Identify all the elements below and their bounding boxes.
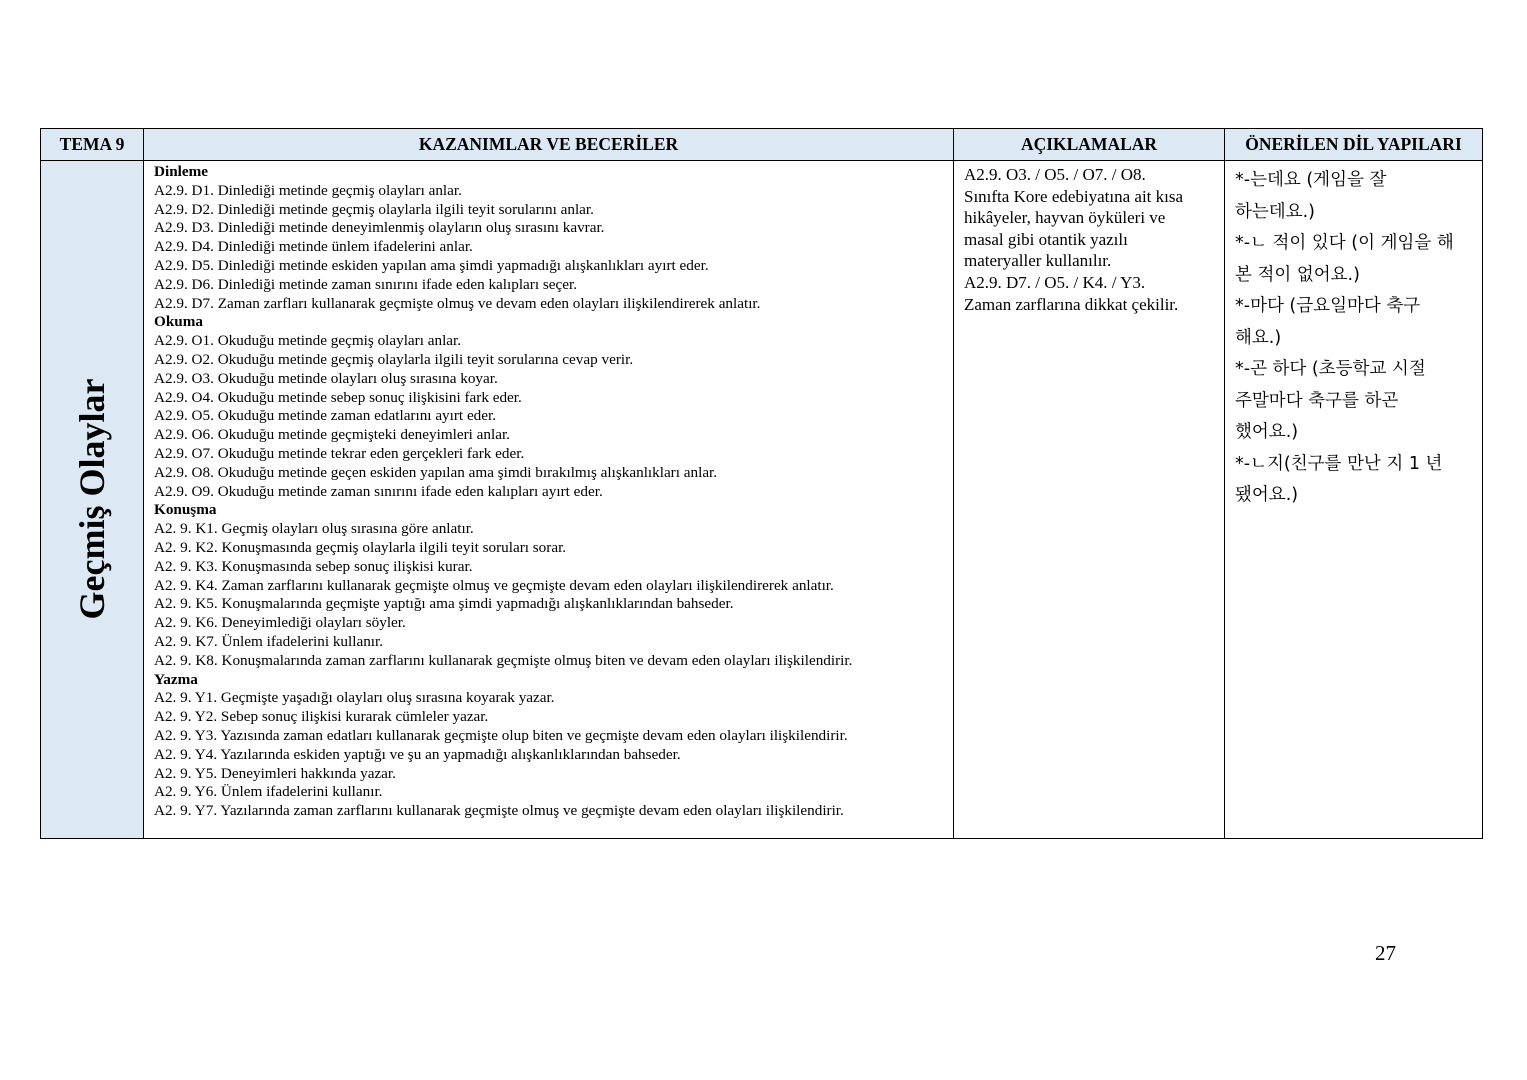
curriculum-table <box>40 128 1483 839</box>
skill-item: A2.9. D6. Dinlediği metinde zaman sınırını ifade eden kalıpları seçer. <box>154 275 578 293</box>
skill-item: A2.9. D4. Dinlediği metinde ünlem ifadelerini anlar. <box>154 238 473 256</box>
skill-item: A2.9. O3. Okuduğu metinde olayları oluş sırasına koyar. <box>154 369 498 387</box>
aciklama-line: Zaman zarflarına dikkat çekilir. <box>964 294 1179 314</box>
skill-item: A2. 9. K1. Geçmiş olayları oluş sırasına göre anlatır. <box>154 520 474 538</box>
aciklama-line: hikâyeler, hayvan öyküleri ve <box>964 208 1166 228</box>
header-row <box>41 129 1483 161</box>
skill-item: A2.9. O8. Okuduğu metinde geçen eskiden yapılan ama şimdi bırakılmış alışkanlıkları anlar. <box>154 463 718 481</box>
skill-item: A2. 9. Y2. Sebep sonuç ilişkisi kurarak cümleler yazar. <box>154 708 489 726</box>
language-structure-line: *-ㄴ지(친구를 만난 지 1 년 <box>1235 453 1443 474</box>
language-structure-line: *-마다 (금요일마다 축구 <box>1235 296 1421 316</box>
language-structure-line: 하는데요.) <box>1235 201 1316 222</box>
aciklama-line: A2.9. O3. / O5. / O7. / O8. <box>964 165 1146 184</box>
theme-title: Geçmiş Olaylar <box>72 378 112 620</box>
skill-item: A2.9. D1. Dinlediği metinde geçmiş olayları anlar. <box>154 181 462 199</box>
skill-item: A2. 9. K8. Konuşmalarında zaman zarflarını kullanarak geçmişte olmuş biten ve devam eden olayları ilişkilendirir. <box>154 651 853 669</box>
aciklamalar-cell <box>954 161 1225 839</box>
skill-item: A2. 9. K4. Zaman zarflarını kullanarak geçmişte olmuş ve geçmişte devam eden olayları ilişkilendirerek anlatır. <box>154 576 834 594</box>
skill-item: A2. 9. Y1. Geçmişte yaşadığı olayları oluş sırasına koyarak yazar. <box>154 689 555 707</box>
skill-item: A2. 9. Y7. Yazılarında zaman zarflarını kullanarak geçmişte olmuş ve geçmişte devam eden olayları ilişkilendirir. <box>154 802 844 820</box>
skill-item: A2. 9. Y4. Yazılarında eskiden yaptığı ve şu an yapmadığı alışkanlıklarından bahseder. <box>154 745 681 763</box>
aciklama-line: Sınıfta Kore edebiyatına ait kısa <box>964 186 1184 206</box>
header-kazanimlar: KAZANIMLAR VE BECERİLER <box>144 129 954 161</box>
content-row <box>41 161 1483 839</box>
skill-item: A2. 9. K5. Konuşmalarında geçmişte yaptığı ama şimdi yapmadığı alışkanlıklarından bahseder. <box>154 595 734 613</box>
skill-item: A2. 9. K6. Deneyimlediği olayları söyler. <box>154 614 406 632</box>
skill-item: A2. 9. K7. Ünlem ifadelerini kullanır. <box>154 632 384 650</box>
language-structure-line: 했어요.) <box>1235 422 1299 442</box>
aciklama-line: materyaller kullanılır. <box>964 251 1112 271</box>
language-structure-line: *-ㄴ 적이 있다 (이 게임을 해 <box>1235 233 1454 253</box>
skill-item: A2.9. O2. Okuduğu metinde geçmiş olaylarla ilgili teyit sorularına cevap verir. <box>154 350 634 368</box>
skills-sections <box>154 163 945 821</box>
skill-item: A2. 9. Y3. Yazısında zaman edatları kullanarak geçmişte olup biten ve geçmişte devam eden olayları ilişkilendirir. <box>154 726 848 744</box>
oneriler-cell <box>1225 161 1483 839</box>
skill-item: A2.9. O7. Okuduğu metinde tekrar eden gerçekleri fark eder. <box>154 444 525 462</box>
language-structure-line: 본 적이 없어요.) <box>1235 264 1360 285</box>
aciklamalar-text <box>964 164 1216 315</box>
skill-item: A2.9. O5. Okuduğu metinde zaman edatlarını ayırt eder. <box>154 407 497 425</box>
skill-item: A2. 9. K3. Konuşmasında sebep sonuç ilişkisi kurar. <box>154 557 473 575</box>
language-structure-line: 해요.) <box>1235 327 1282 348</box>
header-theme: TEMA 9 <box>41 129 144 161</box>
skill-item: A2.9. D5. Dinlediği metinde eskiden yapılan ama şimdi yapmadığı alışkanlıkları ayırt eder. <box>154 256 709 274</box>
skill-item: A2. 9. Y5. Deneyimleri hakkında yazar. <box>154 764 396 782</box>
skill-item: A2.9. O6. Okuduğu metinde geçmişteki deneyimleri anlar. <box>154 426 510 444</box>
language-structure-line: 됐어요.) <box>1235 485 1299 505</box>
kazanimlar-cell <box>144 161 954 839</box>
section-title: Konuşma <box>154 501 217 519</box>
aciklama-line: A2.9. D7. / O5. / K4. / Y3. <box>964 272 1146 292</box>
page-number: 27 <box>1375 941 1396 965</box>
language-structure-line: *-는데요 (게임을 잘 <box>1235 170 1387 190</box>
language-structures-list <box>1235 165 1474 512</box>
skill-item: A2.9. O9. Okuduğu metinde zaman sınırını ifade eden kalıpları ayırt eder. <box>154 482 603 500</box>
header-aciklamalar: AÇIKLAMALAR <box>954 129 1225 161</box>
skill-item: A2.9. O1. Okuduğu metinde geçmiş olayları anlar. <box>154 332 462 350</box>
section-title: Dinleme <box>154 163 208 180</box>
skill-item: A2.9. D3. Dinlediği metinde deneyimlenmiş olayların oluş sırasını kavrar. <box>154 219 605 237</box>
skill-item: A2. 9. K2. Konuşmasında geçmiş olaylarla ilgili teyit soruları sorar. <box>154 538 567 556</box>
section-title: Yazma <box>154 670 198 688</box>
header-oneriler: ÖNERİLEN DİL YAPILARI <box>1225 129 1483 161</box>
skill-item: A2. 9. Y6. Ünlem ifadelerini kullanır. <box>154 783 383 801</box>
aciklama-line: masal gibi otantik yazılı <box>964 229 1128 249</box>
section-title: Okuma <box>154 313 203 331</box>
language-structure-line: *-곤 하다 (초등학교 시절 <box>1235 359 1426 379</box>
theme-cell <box>41 161 144 839</box>
skill-item: A2.9. D7. Zaman zarfları kullanarak geçmişte olmuş ve devam eden olayları ilişkilendirerek anlatır. <box>154 294 761 312</box>
skill-item: A2.9. O4. Okuduğu metinde sebep sonuç ilişkisini fark eder. <box>154 388 522 406</box>
language-structure-line: 주말마다 축구를 하곤 <box>1235 390 1399 411</box>
skill-item: A2.9. D2. Dinlediği metinde geçmiş olaylarla ilgili teyit sorularını anlar. <box>154 200 594 218</box>
